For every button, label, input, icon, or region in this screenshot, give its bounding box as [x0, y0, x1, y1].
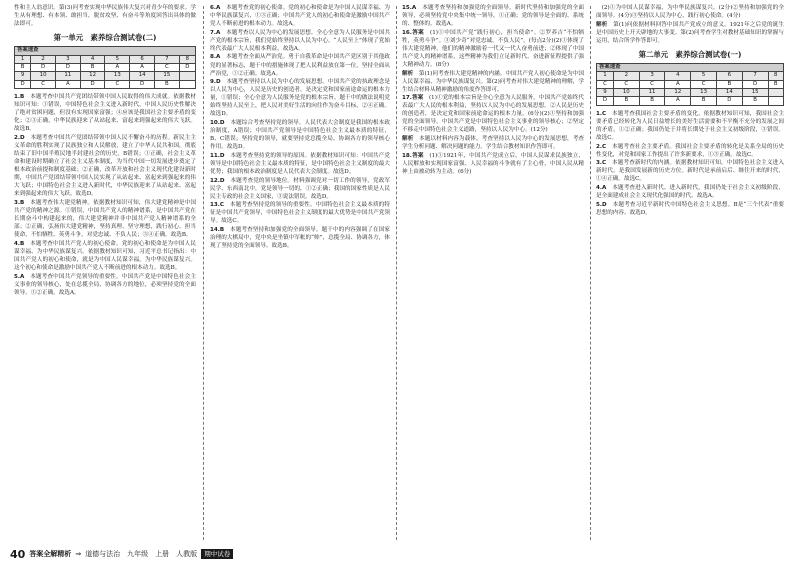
answer-key-answer: B: [768, 80, 784, 88]
q18-answer: 18.答案 (1)①1921年，中国共产党成立后，中国人民谋求民族独立、人民解放和实现国家富强、人民幸福的斗争就有了主心骨，中国人民从精神上由被动转为主动。(6分): [402, 152, 584, 175]
answer-key-question: 15: [742, 89, 768, 97]
answer-key-question: 5: [691, 72, 717, 80]
answer-key-question: 4: [80, 55, 105, 63]
answer-key-answer: C: [613, 80, 639, 88]
answer-key-answer: D: [31, 63, 56, 71]
answer-item: [210, 201, 390, 225]
answer-key-question: 6: [130, 55, 155, 63]
answer-number: 13.C: [210, 202, 225, 209]
answer-item: [210, 29, 390, 53]
answer-key-question: 13: [691, 89, 717, 97]
answer-explanation: 本题考查新时代的内涵。依据教材知识可知，中国特色社会主义进入新时代，是我国发展新的历史方位。新时代是承前启后、继往开来的时代，①④正确。故选C。: [596, 160, 784, 183]
answer-item: [14, 273, 196, 297]
answer-item: [596, 184, 784, 200]
answer-explanation: 本题考查全面从严治党。勇于自我革命是中国共产党区别于其他政党的显著标志，题干中的措施体现了把人民利益放在第一位，坚持全面从严治党，①②正确。故选A。: [210, 54, 390, 77]
answer-key-answer: C: [154, 63, 179, 71]
answer-key-question: 2: [613, 72, 639, 80]
q16-answer: 16.答案 (1)①中国共产党“践行初心，担当使命”。②罗养吉“不怕牺牲，英勇斗争”。③刘少奇“对党忠诚，不负人民”。(每点2分)(2)①体现了伟大建党精神，他们的精神激励着一代又一代人奋勇前进；②体现了中国共产党人的精神谱系，这些精神为我们立足新时代、奋进新征程提供了强大精神动力。(8分): [402, 29, 584, 68]
answer-key-question: 10: [31, 72, 56, 80]
answer-item: [596, 159, 784, 183]
answer-number: 2.D: [14, 135, 25, 141]
answer-number: 3.B: [14, 199, 25, 206]
footer-title: 答案全解精析: [29, 550, 72, 558]
answer-key-question: 1: [597, 72, 614, 80]
answer-explanation: 本题考查党的初心使命。党的初心和使命是为中国人民谋幸福、为中华民族谋复兴，①③正确；中国共产党人的初心和使命是激励中国共产党人不断前进的根本动力。故选A。: [210, 5, 390, 28]
q17-answer: 17.答案 (1)①党的根本宗旨是全心全意为人民服务，中国共产党始终代表最广大人民的根本利益，坚持以人民为中心的发展思想。②人民是历史的创造者，是决定党和国家前途命运的根本力量。(6分)(2)①坚持和加强党的全面领导，中国共产党是中国特色社会主义事业的领导核心；②坚定不移走中国特色社会主义道路，坚持以人民为中心。(12分): [402, 95, 584, 134]
page-footer: [10, 547, 233, 561]
answer-number: 11.D: [210, 152, 225, 159]
answer-key-answer: A: [665, 80, 691, 88]
footer-course: 道德与法治 九年级 上册 人教版: [85, 550, 198, 558]
answer-key-answer: C: [639, 80, 665, 88]
column-3: [402, 4, 584, 542]
answer-key-answer: B: [15, 63, 31, 71]
answer-list-1: [14, 93, 196, 297]
answer-key-question: 6: [716, 72, 742, 80]
answer-item: [210, 119, 390, 151]
answer-number: 10.D: [210, 120, 225, 127]
column-4: [596, 4, 784, 542]
answer-key-table-1: [14, 46, 196, 89]
answer-key-header: 答案速查: [15, 47, 196, 55]
answer-key-answer: C: [597, 80, 614, 88]
intro-text: 性和主人翁意识。第(3)问考查实现中华民族伟大复兴对青少年的要求。学生从有理想、有本领、敢担当，脱贫攻坚、有奋斗等角度回答出具体的做法即可。: [14, 5, 196, 28]
footer-badge: 期中试卷: [201, 549, 233, 559]
c4-analysis: 解析 第(1)问依据材料回答中国共产党成立的意义。1921年之后党的诞生是中国历史上开天辟地的大事变。第(2)问考查学生对教材基础知识的掌握与运用，结合所学作答即可。: [596, 21, 784, 44]
answer-explanation: 本题考查进入新时代。进入新时代，我国仍处于社会主义初级阶段，是全面建成社会主义现代化强国的时代。故选A。: [596, 185, 784, 200]
answer-key-question: 3: [55, 55, 80, 63]
answer-item: [14, 199, 196, 239]
answer-key-question: 12: [80, 72, 105, 80]
answer-key-answer: D: [55, 63, 80, 71]
answer-explanation: 本题考查我国社会主要矛盾的变化。依据教材知识可知，我国社会主要矛盾已经转化为人民日益增长的美好生活需要和不平衡不充分的发展之间的矛盾，①②正确；我国仍处于并将长期处于社会主义初级阶段，③错误。故选C。: [596, 110, 784, 141]
answer-explanation: 本题考查坚持党的领导的重要性。中国特色社会主义最本质的特征是中国共产党领导，中国特色社会主义制度的最大优势是中国共产党领导。故选C。: [210, 202, 390, 225]
answer-explanation: 本题考查中国共产党人的初心使命。党的初心和使命是为中国人民谋幸福、为中华民族谋复兴。依据教材知识可知，习近平总书记指出：中国共产党人的初心和使命，就是为中国人民谋幸福，为中华民族谋复兴。这个初心和使命是激励中国共产党人不断前进的根本动力。故选B。: [14, 240, 196, 271]
answer-key-question: 7: [742, 72, 768, 80]
answer-item: [14, 240, 196, 272]
answer-key-answer: C: [31, 80, 56, 88]
answer-key-answer: B: [613, 97, 639, 105]
answer-explanation: 本题考查伟大建党精神。依据教材知识可知，伟大建党精神是中国共产党的精神之源。①错误，中国共产党人的精神谱系，是中国共产党在长期奋斗中构建起来的，伟大建党精神并非中国共产党人精神谱系的全部；②正确，弘扬伟大建党精神，坚持真理、坚守理想，践行初心、担当使命，不怕牺牲、英勇斗争，对党忠诚、不负人民；③④正确。故选B。: [14, 199, 196, 239]
answer-item: [210, 78, 390, 118]
answer-key-question: 11: [639, 89, 665, 97]
answer-number: 5.A: [14, 273, 25, 280]
answer-key-answer: D: [15, 80, 31, 88]
column-divider: [590, 6, 591, 540]
column-divider: [396, 6, 397, 540]
answer-number: 3.C: [596, 160, 607, 167]
answer-explanation: 本题考查坚持和加强党的全面领导。题干中的内容强调了在国家治理的大棋局中，党中央是坐镇中军帐的“帅”，总揽全局、协调各方，体现了坚持党的全面领导。故选B。: [210, 227, 390, 250]
answer-item: [210, 226, 390, 250]
answer-key-question: 9: [15, 72, 31, 80]
answer-number: 1.B: [14, 94, 25, 101]
answer-key-answer: B: [154, 80, 179, 88]
answer-number: 12.D: [210, 177, 225, 184]
answer-key-answer: A: [130, 63, 155, 71]
answer-number: 8.A: [210, 54, 221, 61]
answer-key-question: [768, 89, 784, 97]
answer-key-question: 13: [105, 72, 130, 80]
answer-key-question: 5: [105, 55, 130, 63]
answer-key-question: 8: [179, 55, 195, 63]
answer-key-question: 14: [130, 72, 155, 80]
column-2: [210, 4, 390, 542]
answer-item: [596, 143, 784, 159]
answer-item: [210, 152, 390, 176]
answer-key-question: 3: [639, 72, 665, 80]
answer-explanation: 本题考查坚持以人民为中心的发展思想。中国共产党的执政理念是以人民为中心，人民是历史的创造者，是决定党和国家前途命运的根本力量，①错误；全心全意为人民服务是党的根本宗旨。题干中的做法说明党始终坚持人民至上，把人民对美好生活的向往作为奋斗目标，②④正确。故选D。: [210, 79, 390, 118]
answer-item: [210, 4, 390, 28]
q17-analysis: 解析 本题以材料内容为载体，考查坚持以人民为中心的发展思想，考查学生分析问题、解决问题的能力。学生结合教材知识作答即可。: [402, 136, 584, 151]
answer-explanation: 本题考查习近平新时代中国特色社会主义思想。B是“三个代表”重要思想的内容。故选D。: [596, 201, 784, 216]
answer-key-answer: D: [597, 97, 614, 105]
answer-number: 14.B: [210, 227, 225, 234]
answer-key-answer: B: [639, 97, 665, 105]
answer-item: [596, 110, 784, 142]
answer-item: [596, 201, 784, 217]
answer-key-header: 答案速查: [597, 63, 784, 71]
answer-explanation: 本题考查中国共产党团结带领中国人民不懈奋斗的历程。新民主主义革命的胜利实现了民族独立和人民解放，建立了中华人民共和国，彻底结束了旧中国半殖民地半封建社会的历史，B错误；①正确，社会主义革命和建设时期确立了社会主义基本制度，为当代中国一切发展进步奠定了根本政治前提和制度基础；②正确，改革开放和社会主义现代化建设新时期，中国共产党团结带领中国人民实现了从站起来、富起来到强起来的伟大飞跃；中国特色社会主义进入新时代，中华民族迎来了从站起来、富起来到强起来的伟大飞跃。故选D。: [14, 135, 196, 198]
answer-key-answer: D: [716, 97, 742, 105]
answer-list-5: [596, 110, 784, 217]
answer-list-4: [596, 4, 784, 20]
page-number: 40: [10, 547, 26, 561]
answer-item: [14, 93, 196, 133]
unit-title-1: 第一单元 素养综合测试卷(二): [53, 33, 157, 43]
answer-number: 7.A: [210, 29, 221, 36]
answer-key-question: 14: [716, 89, 742, 97]
column-1: [14, 4, 196, 542]
answer-key-answer: C: [105, 80, 130, 88]
answer-number: 4.A: [596, 185, 607, 192]
answer-explanation: 本题考查中国共产党团结带领中国人民取得的伟大成就。依据教材知识可知：①错误，中国特色社会主义进入新时代，中国人民历史性解决了绝对贫困问题，但没有实现国家富强；④应该是我国社会主要矛盾的变化；②③正确，中华民族迎来了从站起来、富起来到强起来的伟大飞跃。故选B。: [14, 94, 196, 133]
answer-key-answer: B: [742, 97, 768, 105]
answer-explanation: 本题考查坚持和加强党的全面领导。新时代坚持和加强党的全面领导，必须坚持党中央集中统一领导，①正确；党的领导是全面的、系统的、整体的。故选A。: [402, 5, 584, 28]
answer-number: 4.B: [14, 240, 25, 247]
answer-number: 15.A: [402, 5, 417, 11]
answer-key-answer: D: [179, 63, 195, 71]
answer-key-answer: B: [80, 63, 105, 71]
answer-key-question: 1: [15, 55, 31, 63]
answer-key-question: 10: [613, 89, 639, 97]
answer-list-3: [402, 4, 584, 28]
answer-explanation: 本题考查中国共产党领导的重要性。中国共产党是中国特色社会主义事业的领导核心，处在总揽全局、协调各方的地位，必须坚持党的全面领导。①②正确，故选A。: [14, 273, 196, 296]
answer-key-question: 7: [154, 55, 179, 63]
answer-key-question: 11: [55, 72, 80, 80]
answer-key-question: [179, 72, 195, 80]
answer-item: [210, 53, 390, 77]
answer-explanation: 本题考查社会主要矛盾。我国社会主要矛盾的转化是关系全局的历史性变化，对党和国家工作提出了许多新要求，①③正确。故选C。: [596, 143, 784, 158]
answer-explanation: 本题考查坚持党的领导的原因。依据教材知识可知：中国共产党领导是中国特色社会主义最本质的特征，是中国特色社会主义制度的最大优势；我国的根本政治制度是人民代表大会制度。故选D。: [210, 152, 390, 175]
answer-number: 9.D: [210, 79, 221, 86]
answer-key-answer: B: [716, 80, 742, 88]
answer-key-answer: A: [665, 97, 691, 105]
answer-explanation: 本题考查党的领导地位。材料强调党对一切工作的领导，党政军民学、东西南北中，党是领导一切的，①②正确；我国的国家性质是人民民主专政的社会主义国家，③说法错误。故选D。: [210, 177, 390, 200]
answer-number: 2.C: [596, 143, 607, 150]
answer-key-answer: B: [691, 97, 717, 105]
answer-item: [14, 134, 196, 198]
answer-item: [210, 177, 390, 201]
answer-key-answer: [179, 80, 195, 88]
answer-key-answer: D: [742, 80, 768, 88]
answer-key-answer: C: [691, 80, 717, 88]
answer-list-2: [210, 4, 390, 250]
answer-key-question: 2: [31, 55, 56, 63]
answer-key-answer: D: [80, 80, 105, 88]
answer-explanation: (2)①为中国人民谋幸福，为中华民族谋复兴。(2分)②坚持和加强党的全面领导。(4分)③坚持以人民为中心，践行初心使命。(4分): [596, 5, 784, 20]
answer-key-table-2: [596, 63, 784, 106]
arrow-icon: ⇒: [75, 550, 82, 558]
answer-key-question: 9: [597, 89, 614, 97]
answer-key-answer: A: [105, 63, 130, 71]
answer-item: [402, 4, 584, 28]
answer-explanation: 本题考查以人民为中心的发展思想。全心全意为人民服务是中国共产党的根本宗旨，我们党始终坚持以人民为中心。“人民至上”体现了党始终代表最广大人民根本利益，故选A。: [210, 29, 390, 52]
answer-item: [596, 4, 784, 20]
answer-number: 5.D: [596, 201, 607, 208]
answer-number: 1.C: [596, 110, 607, 117]
answer-key-question: 4: [665, 72, 691, 80]
answer-key-answer: [768, 97, 784, 105]
answer-key-question: 8: [768, 72, 784, 80]
answer-key-answer: D: [130, 80, 155, 88]
answer-explanation: 本题综合考查坚持党的领导。人民代表大会制度是我国的根本政治制度，A错误；中国共产党领导是中国特色社会主义最本质的特征，B、C错误；坚持党的领导，就要坚持党总揽全局、协调各方的领导核心作用。故选D。: [210, 120, 390, 151]
q16-analysis: 解析 第(1)问考查伟大建党精神的内涵。中国共产党人初心使命是为中国人民谋幸福、为中华民族谋复兴。第(2)问考查对伟大建党精神的理解，学生结合材料从精神激励的角度作答即可。: [402, 70, 584, 93]
answer-key-question: 15: [154, 72, 179, 80]
answer-number: 6.A: [210, 5, 221, 11]
answer-key-question: 12: [665, 89, 691, 97]
column-divider: [203, 6, 204, 540]
answer-key-answer: A: [55, 80, 80, 88]
unit-title-2: 第二单元 素养综合测试卷(一): [638, 49, 742, 59]
